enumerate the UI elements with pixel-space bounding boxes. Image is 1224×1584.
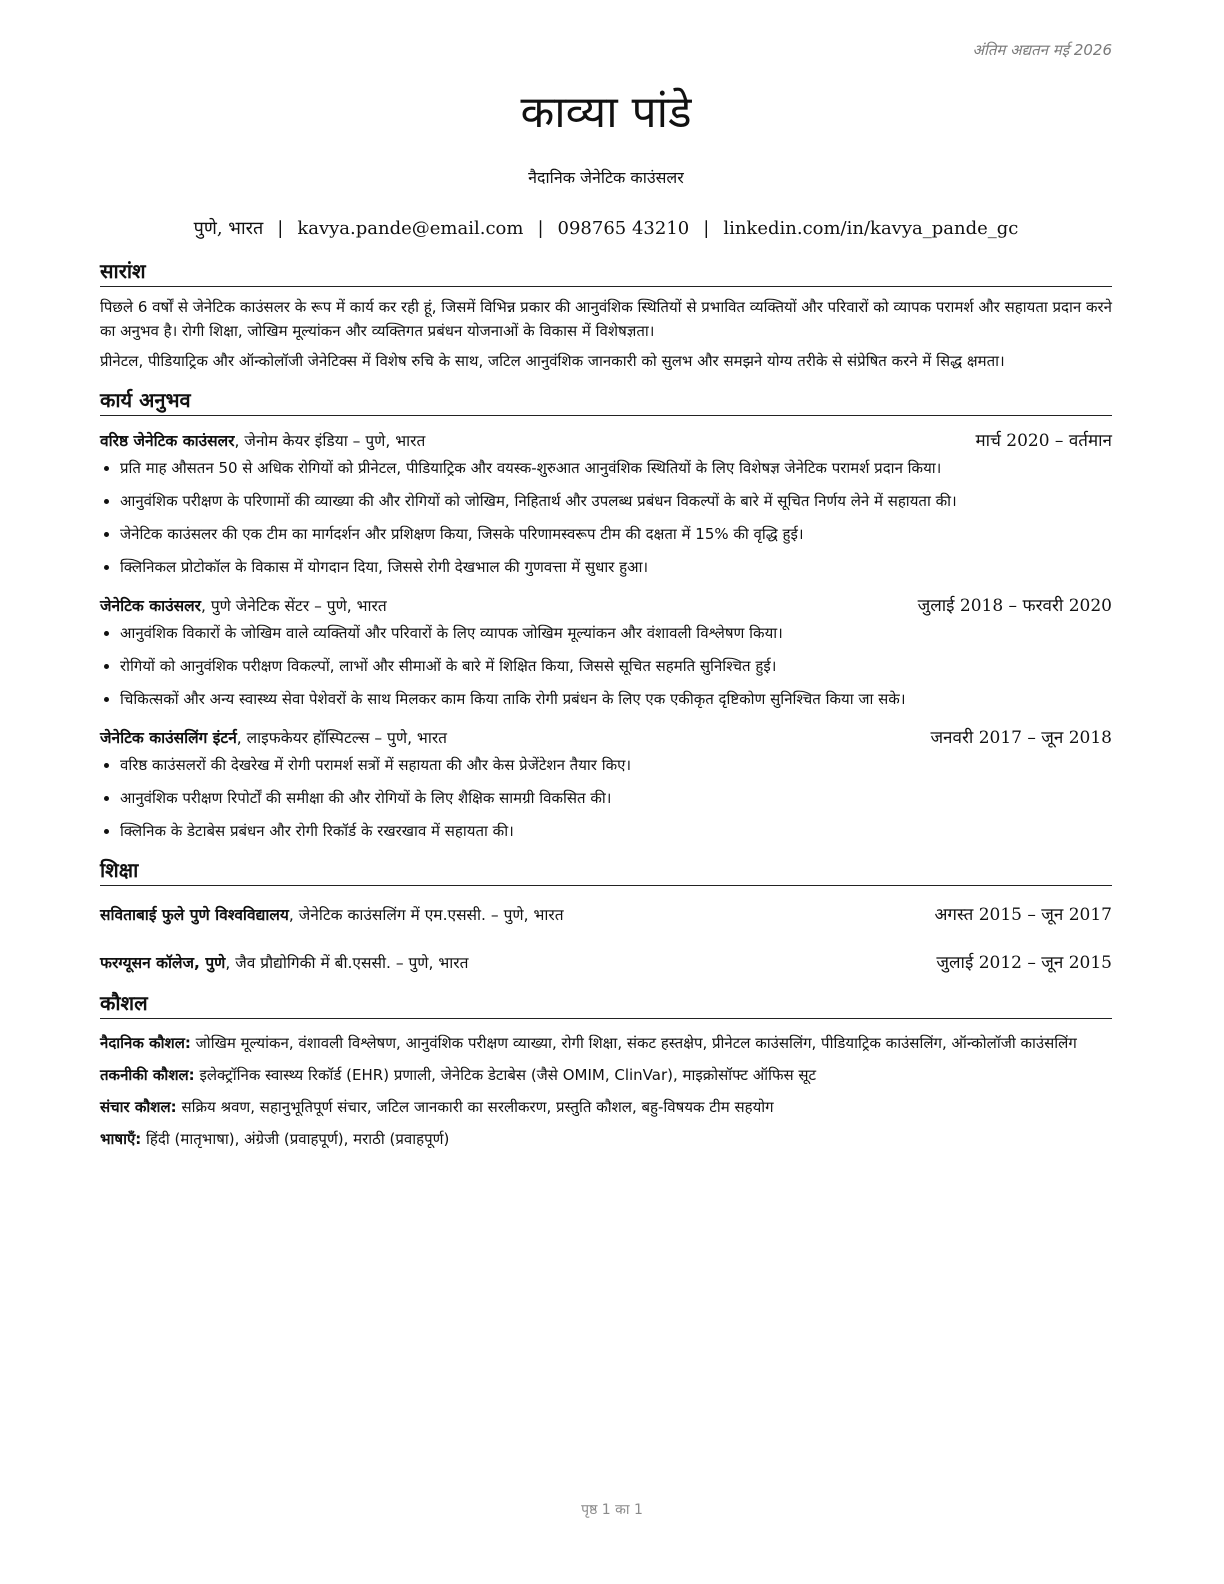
- job-role: जेनेटिक काउंसलिंग इंटर्न: [100, 729, 237, 747]
- education-institution: फरग्यूसन कॉलेज, पुणे: [100, 954, 226, 972]
- list-item: • आनुवंशिक परीक्षण रिपोर्टों की समीक्षा की और रोगियों के लिए शैक्षिक सामग्री विकसित की।: [120, 786, 1112, 810]
- list-item: • वरिष्ठ काउंसलरों की देखरेख में रोगी परामर्श सत्रों में सहायता की और केस प्रेजेंटेशन तैयार किए।: [120, 753, 1112, 777]
- job-role: जेनेटिक काउंसलर: [100, 597, 201, 615]
- education-date: अगस्त 2015 – जून 2017: [934, 905, 1112, 925]
- contact-separator: |: [537, 218, 544, 239]
- education-entry: [100, 902, 1112, 928]
- skill-text: जोखिम मूल्यांकन, वंशावली विश्लेषण, आनुवंशिक परीक्षण व्याख्या, रोगी शिक्षा, संकट हस्तक्षेप, प्रीनेटल काउंसलिंग, पीडियाट्रिक काउंसलिंग, ऑन्कोलॉजी काउंसलिंग: [190, 1034, 1077, 1052]
- job-bullets: [100, 621, 1112, 711]
- list-item: • क्लिनिकल प्रोटोकॉल के विकास में योगदान दिया, जिससे रोगी देखभाल की गुणवत्ता में सुधार हुआ।: [120, 555, 1112, 579]
- skills-heading: कौशल: [100, 990, 1112, 1019]
- job-org: , लाइफकेयर हॉस्पिटल्स – पुणे, भारत: [236, 729, 448, 747]
- resume-page: [100, 40, 1112, 1151]
- education-detail: , जेनेटिक काउंसलिंग में एम.एससी. – पुणे, भारत: [288, 906, 564, 924]
- education-heading: शिक्षा: [100, 857, 1112, 886]
- job-org: , पुणे जेनेटिक सेंटर – पुणे, भारत: [200, 597, 387, 615]
- job-header: [100, 593, 1112, 619]
- education-entry: [100, 950, 1112, 976]
- job-header: [100, 725, 1112, 751]
- summary-heading: सारांश: [100, 258, 1112, 287]
- list-item: • प्रति माह औसतन 50 से अधिक रोगियों को प्रीनेटल, पीडियाट्रिक और वयस्क-शुरुआत आनुवंशिक स्थितियों के लिए विशेषज्ञ जेनेटिक परामर्श प्रदान किया।: [120, 456, 1112, 480]
- education-institution: सविताबाई फुले पुणे विश्वविद्यालय: [100, 906, 289, 924]
- skill-text: हिंदी (मातृभाषा), अंग्रेजी (प्रवाहपूर्ण), मराठी (प्रवाहपूर्ण): [141, 1130, 450, 1148]
- contact-location: पुणे, भारत: [193, 218, 264, 239]
- summary-paragraph: प्रीनेटल, पीडियाट्रिक और ऑन्कोलॉजी जेनेटिक्स में विशेष रुचि के साथ, जटिल आनुवंशिक जानकारी को सुलभ और समझने योग्य तरीके से संप्रेषित करने में सिद्ध क्षमता।: [100, 352, 1005, 370]
- contact-line: [100, 216, 1112, 242]
- list-item: • आनुवंशिक परीक्षण के परिणामों की व्याख्या की और रोगियों को जोखिम, निहितार्थ और उपलब्ध प्रबंधन विकल्पों के बारे में सूचित निर्णय लेने में सहायता की।: [120, 489, 1112, 513]
- candidate-role: नैदानिक जेनेटिक काउंसलर: [528, 168, 684, 187]
- experience-heading: कार्य अनुभव: [100, 387, 1112, 416]
- contact-separator: |: [277, 218, 284, 239]
- job-date: जुलाई 2018 – फरवरी 2020: [917, 596, 1112, 616]
- skill-text: सक्रिय श्रवण, सहानुभूतिपूर्ण संचार, जटिल जानकारी का सरलीकरण, प्रस्तुति कौशल, बहु-विषयक टीम सहयोग: [176, 1098, 774, 1116]
- page-footer: पृष्ठ 1 का 1: [581, 1502, 643, 1518]
- job-org: , जेनोम केयर इंडिया – पुणे, भारत: [234, 432, 426, 450]
- skill-text: इलेक्ट्रॉनिक स्वास्थ्य रिकॉर्ड (EHR) प्रणाली, जेनेटिक डेटाबेस (जैसे OMIM, ClinVar), माइक्रोसॉफ्ट ऑफिस सूट: [194, 1066, 817, 1084]
- summary-paragraph: पिछले 6 वर्षों से जेनेटिक काउंसलर के रूप में कार्य कर रही हूं, जिसमें विभिन्न प्रकार की आनुवंशिक स्थितियों से प्रभावित व्यक्तियों और परिवारों को व्यापक परामर्श और सहायता प्रदान करने का अनुभव है। रोगी शिक्षा, जोखिम मूल्यांकन और व्यक्तिगत प्रबंधन योजनाओं के विकास में विशेषज्ञता।: [100, 298, 1112, 340]
- skill-label: संचार कौशल:: [100, 1098, 177, 1116]
- skill-line: [100, 1031, 1112, 1055]
- candidate-name: काव्या पांडे: [520, 87, 692, 138]
- education-date: जुलाई 2012 – जून 2015: [936, 953, 1112, 973]
- list-item: • चिकित्सकों और अन्य स्वास्थ्य सेवा पेशेवरों के साथ मिलकर काम किया ताकि रोगी प्रबंधन के लिए एक एकीकृत दृष्टिकोण सुनिश्चित किया जा सके।: [120, 687, 1112, 711]
- contact-linkedin[interactable]: linkedin.com/in/kavya_pande_gc: [723, 218, 1019, 239]
- skill-line: [100, 1095, 1112, 1119]
- job-bullets: [100, 456, 1112, 579]
- skill-label: नैदानिक कौशल:: [100, 1034, 191, 1052]
- contact-phone: 098765 43210: [557, 218, 690, 239]
- skill-line: [100, 1063, 1112, 1087]
- skill-line: [100, 1127, 1112, 1151]
- list-item: • जेनेटिक काउंसलर की एक टीम का मार्गदर्शन और प्रशिक्षण किया, जिसके परिणामस्वरूप टीम की दक्षता में 15% की वृद्धि हुई।: [120, 522, 1112, 546]
- education-detail: , जैव प्रौद्योगिकी में बी.एससी. – पुणे, भारत: [225, 954, 469, 972]
- list-item: • आनुवंशिक विकारों के जोखिम वाले व्यक्तियों और परिवारों के लिए व्यापक जोखिम मूल्यांकन और वंशावली विश्लेषण किया।: [120, 621, 1112, 645]
- job-date: जनवरी 2017 – जून 2018: [930, 728, 1112, 748]
- job-header: [100, 428, 1112, 454]
- job-date: मार्च 2020 – वर्तमान: [975, 431, 1112, 451]
- job-role: वरिष्ठ जेनेटिक काउंसलर: [100, 432, 235, 450]
- last-updated: अंतिम अद्यतन मई 2026: [972, 41, 1112, 59]
- list-item: • रोगियों को आनुवंशिक परीक्षण विकल्पों, लाभों और सीमाओं के बारे में शिक्षित किया, जिससे सूचित सहमति सुनिश्चित हुई।: [120, 654, 1112, 678]
- contact-separator: |: [703, 218, 710, 239]
- skill-label: तकनीकी कौशल:: [100, 1066, 195, 1084]
- contact-email[interactable]: kavya.pande@email.com: [297, 218, 524, 239]
- skill-label: भाषाएँ:: [100, 1130, 142, 1148]
- list-item: • क्लिनिक के डेटाबेस प्रबंधन और रोगी रिकॉर्ड के रखरखाव में सहायता की।: [120, 819, 1112, 843]
- job-bullets: [100, 753, 1112, 843]
